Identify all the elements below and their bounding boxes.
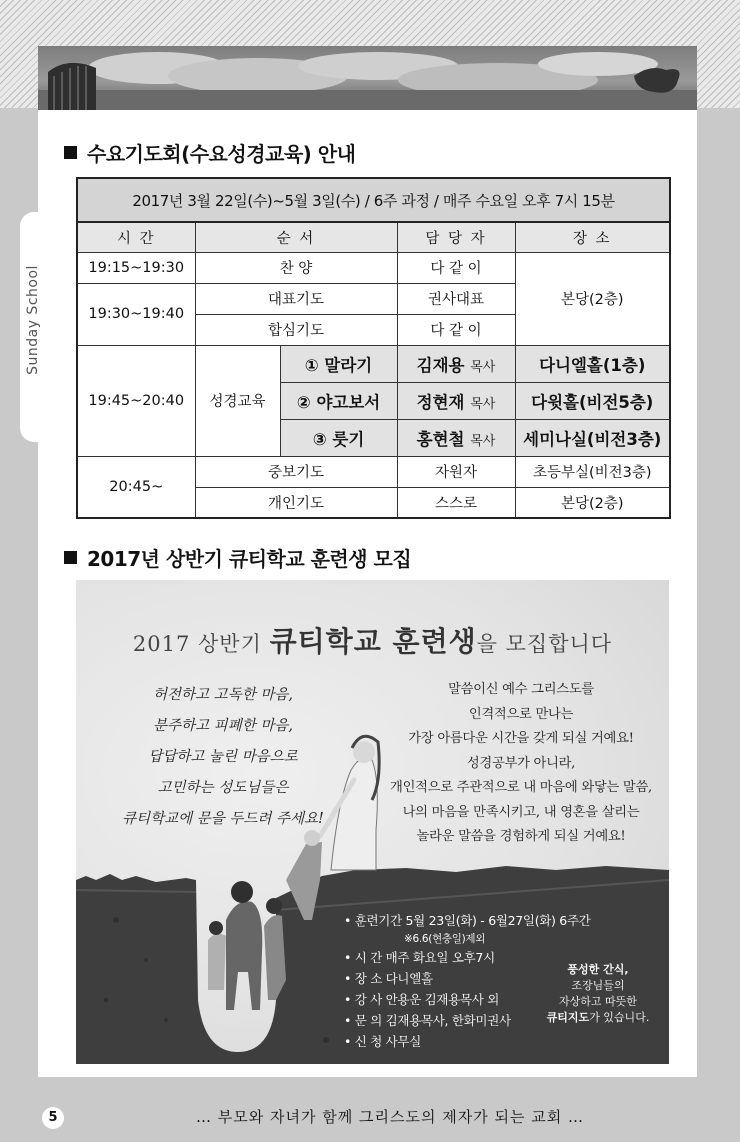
class-teacher-cell: 정현재 목사 (397, 382, 515, 419)
section2-heading: 2017년 상반기 큐티학교 훈련생 모집 (64, 543, 411, 572)
class-teacher-cell: 김재용 목사 (397, 345, 515, 382)
section1-heading: 수요기도회(수요성경교육) 안내 (64, 138, 355, 167)
place-cell: 본당(2층) (515, 252, 670, 345)
class-name-cell: ③ 룻기 (280, 419, 397, 456)
footer-tagline: … 부모와 자녀가 함께 그리스도의 제자가 되는 교회 … (196, 1108, 584, 1126)
info-lecturer: • 강 사 안용운 김재용목사 외 (344, 992, 499, 1007)
table-title: 2017년 3월 22일(수)~5월 3일(수) / 6주 과정 / 매주 수요일 오후 7시 15분 (77, 178, 670, 222)
info-apply: • 신 청 사무실 (344, 1034, 421, 1049)
class-name-cell: ② 야고보서 (280, 382, 397, 419)
page-number: 5 (42, 1107, 64, 1129)
poster-title: 2017 상반기 큐티학교 훈련생을 모집합니다 (132, 625, 613, 658)
order-cell: 대표기도 (195, 283, 397, 314)
info-place: • 장 소 다니엘홀 (344, 971, 433, 986)
qt-school-poster (76, 580, 669, 1064)
header-order: 순 서 (195, 222, 397, 252)
table-title-row (77, 178, 670, 222)
poster-side-note: 풍성한 간식, 조장님들의 자상하고 따뜻한 큐티지도가 있습니다. (546, 963, 650, 1024)
leader-cell: 다 같 이 (397, 314, 515, 345)
leader-cell: 스스로 (397, 487, 515, 518)
poster-paragraph: 말씀이신 예수 그리스도를 인격적으로 만나는 가장 아름다운 시간을 갖게 되실 거예요! 성경공부가 아니라, 개인적으로 주관적으로 내 마음에 와닿는 말씀, 나의 마음을 만족시키고, 내 영혼을 살리는 놀라운 말씀을 경험하게 되실 거예요! (390, 682, 652, 844)
info-note: ※6.6(현충일)제외 (404, 933, 486, 945)
schedule-table (76, 177, 671, 519)
class-place-cell: 세미나실(비전3층) (515, 419, 670, 456)
order-cell: 합심기도 (195, 314, 397, 345)
class-name-cell: ① 말라기 (280, 345, 397, 382)
order-cell: 중보기도 (195, 456, 397, 487)
header-banner-image (38, 46, 697, 110)
order-cell: 찬 양 (195, 252, 397, 283)
header-place: 장 소 (515, 222, 670, 252)
place-cell: 본당(2층) (515, 487, 670, 518)
leader-cell: 권사대표 (397, 283, 515, 314)
info-contact: • 문 의 김재용목사, 한화미권사 (344, 1013, 511, 1028)
info-time: • 시 간 매주 화요일 오후7시 (344, 950, 495, 965)
table-row (77, 456, 670, 487)
class-place-cell: 다윗홀(비전5층) (515, 382, 670, 419)
order-cell: 개인기도 (195, 487, 397, 518)
place-cell: 초등부실(비전3층) (515, 456, 670, 487)
leader-cell: 다 같 이 (397, 252, 515, 283)
time-cell: 19:30~19:40 (77, 283, 195, 345)
square-bullet-icon (64, 146, 77, 159)
table-row (77, 252, 670, 283)
class-place-cell: 다니엘홀(1층) (515, 345, 670, 382)
time-cell: 20:45~ (77, 456, 195, 518)
time-cell: 19:45~20:40 (77, 345, 195, 456)
leader-cell: 자원자 (397, 456, 515, 487)
time-cell: 19:15~19:30 (77, 252, 195, 283)
handwritten-invitation: 허전하고 고독한 마음, 분주하고 피폐한 마음, 답답하고 눌린 마음으로 고민하는 성도님들은 큐티학교에 문을 두드려 주세요! (122, 687, 324, 827)
square-bullet-icon (64, 551, 77, 564)
group-cell: 성경교육 (195, 345, 280, 456)
header-leader: 담 당 자 (397, 222, 515, 252)
table-row (77, 345, 670, 382)
table-header-row (77, 222, 670, 252)
header-time: 시 간 (77, 222, 195, 252)
class-teacher-cell: 홍현철 목사 (397, 419, 515, 456)
info-period: • 훈련기간 5월 23일(화) - 6월27일(화) 6주간 (344, 913, 591, 928)
side-tab-label: Sunday School (25, 265, 41, 375)
